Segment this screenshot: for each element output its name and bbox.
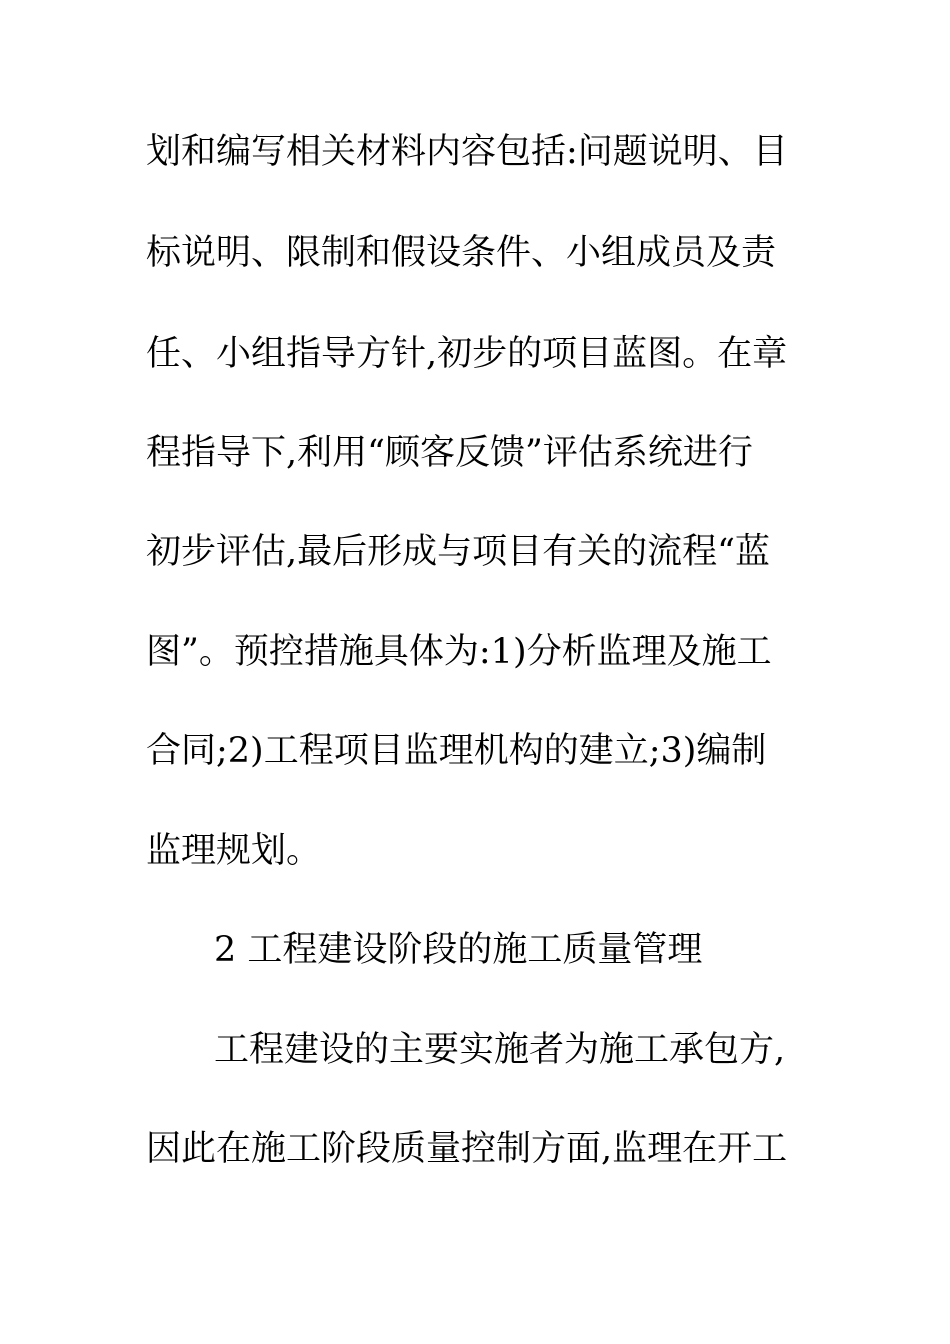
paragraph-line: 任、小组指导方针,初步的项目蓝图。在章 (146, 334, 788, 374)
section-heading: 2 工程建设阶段的施工质量管理 (214, 930, 703, 970)
paragraph-line: 划和编写相关材料内容包括:问题说明、目 (146, 132, 788, 172)
paragraph-line: 监理规划。 (146, 831, 322, 871)
paragraph-line: 标说明、限制和假设条件、小组成员及责 (146, 233, 777, 273)
paragraph-line: 合同;2)工程项目监理机构的建立;3)编制 (146, 731, 767, 771)
paragraph-line: 图”。预控措施具体为:1)分析监理及施工 (146, 632, 772, 672)
paragraph-line: 程指导下,利用“顾客反馈”评估系统进行 (146, 433, 753, 473)
paragraph-line: 初步评估,最后形成与项目有关的流程“蓝 (146, 532, 771, 572)
paragraph-line: 工程建设的主要实施者为施工承包方, (214, 1030, 786, 1070)
paragraph-line: 因此在施工阶段质量控制方面,监理在开工 (146, 1129, 788, 1169)
